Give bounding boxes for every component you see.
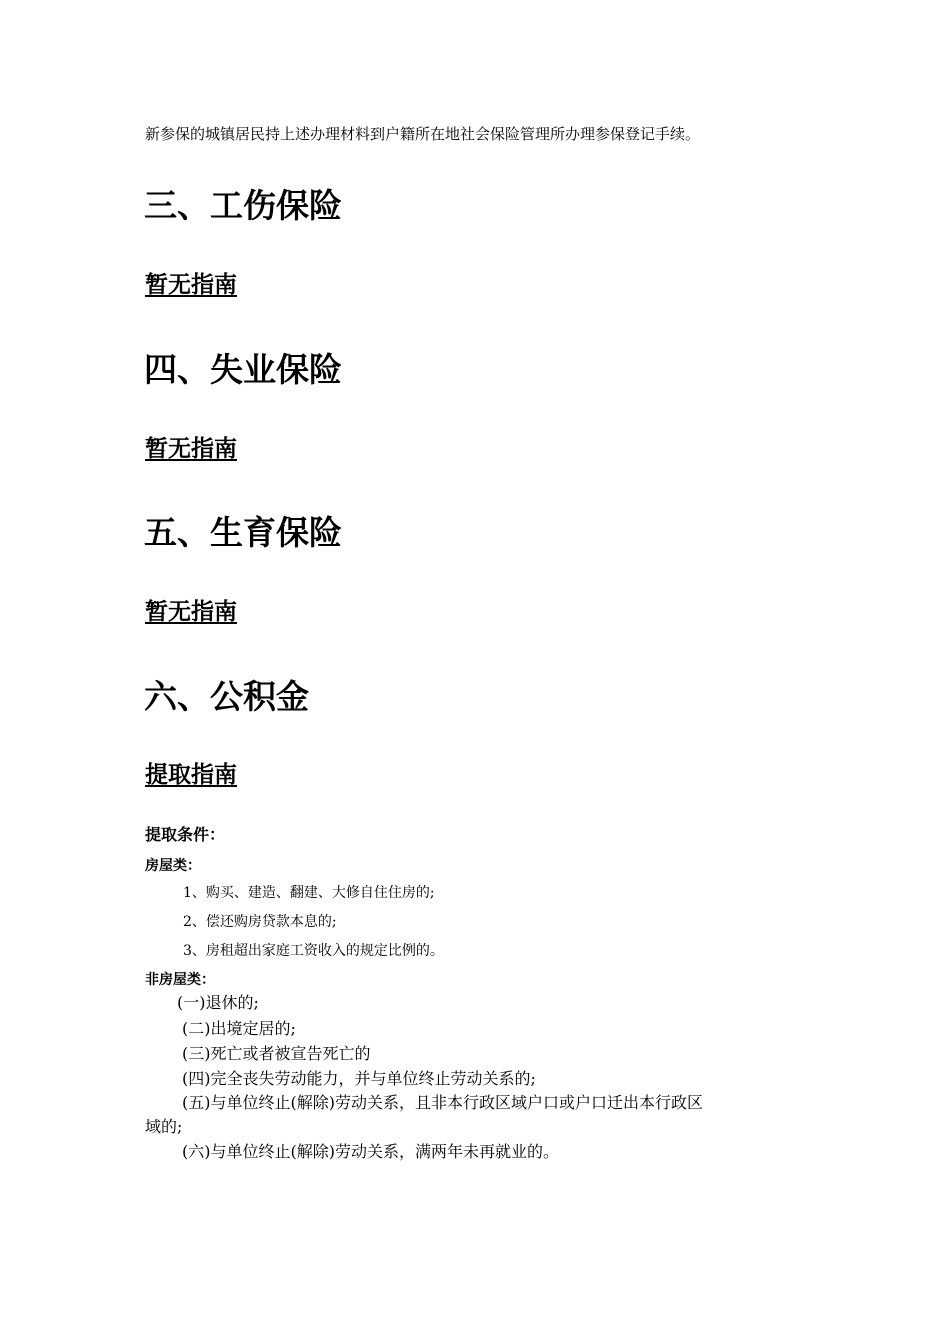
section-subtitle-housing-fund: 提取指南 bbox=[145, 762, 237, 788]
non-housing-item: (五)与单位终止(解除)劳动关系，且非本行政区域户口或户口迁出本行政区 bbox=[182, 1093, 703, 1112]
non-housing-item: (三)死亡或者被宣告死亡的 bbox=[182, 1044, 371, 1063]
section-subtitle-maternity: 暂无指南 bbox=[145, 599, 237, 625]
non-housing-item: (六)与单位终止(解除)劳动关系，满两年未再就业的。 bbox=[182, 1142, 559, 1161]
non-housing-item: (二)出境定居的; bbox=[182, 1019, 296, 1038]
section-title-unemployment: 四、失业保险 bbox=[144, 350, 342, 389]
section-title-work-injury: 三、工伤保险 bbox=[144, 186, 342, 225]
conditions-label: 提取条件： bbox=[145, 825, 226, 844]
section-subtitle-work-injury: 暂无指南 bbox=[145, 272, 237, 298]
section-title-maternity: 五、生育保险 bbox=[144, 513, 342, 552]
non-housing-item-continuation: 域的; bbox=[145, 1117, 183, 1136]
non-housing-item: (四)完全丧失劳动能力，并与单位终止劳动关系的; bbox=[182, 1069, 536, 1088]
section-title-housing-fund: 六、公积金 bbox=[144, 677, 309, 716]
section-subtitle-unemployment: 暂无指南 bbox=[145, 436, 237, 462]
housing-item: 3、房租超出家庭工资收入的规定比例的。 bbox=[183, 943, 444, 959]
housing-item: 2、偿还购房贷款本息的; bbox=[183, 914, 337, 930]
housing-item: 1、购买、建造、翻建、大修自住住房的; bbox=[183, 885, 435, 901]
non-housing-label: 非房屋类： bbox=[145, 972, 215, 988]
intro-paragraph: 新参保的城镇居民持上述办理材料到户籍所在地社会保险管理所办理参保登记手续。 bbox=[145, 125, 701, 143]
housing-label: 房屋类： bbox=[145, 858, 201, 874]
non-housing-item: (一)退休的; bbox=[177, 993, 259, 1012]
